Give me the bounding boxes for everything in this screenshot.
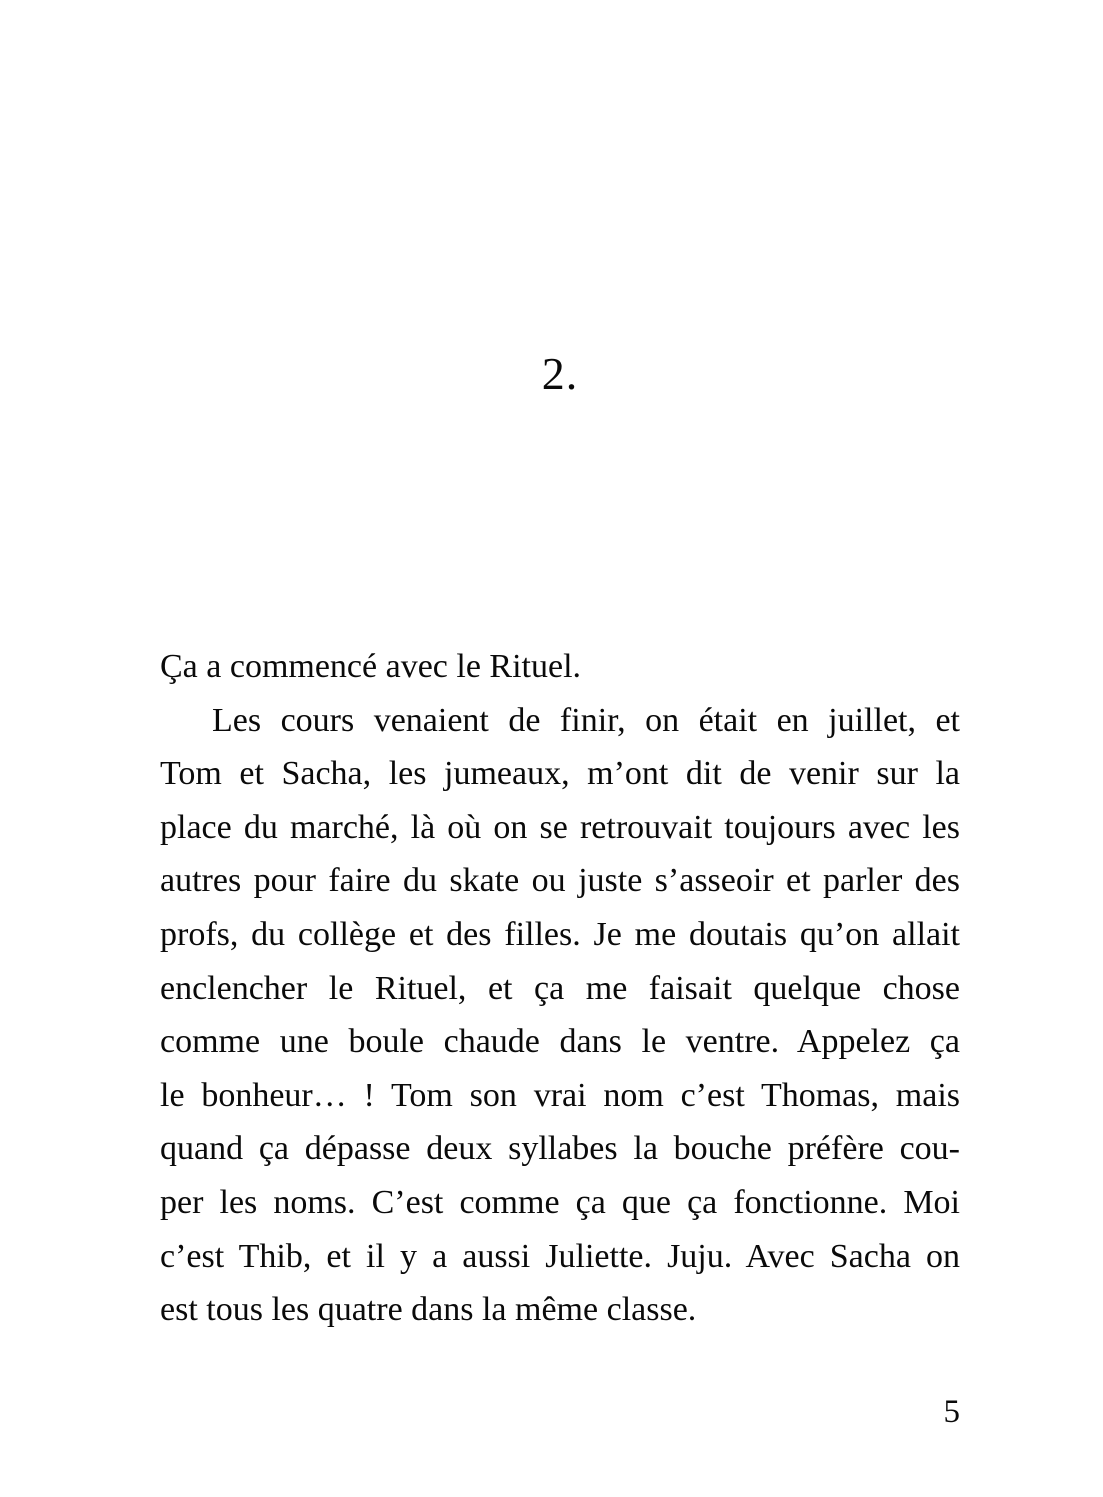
body-text bbox=[160, 640, 960, 1337]
text-line: Les cours venaient de finir, on était en juillet, et bbox=[212, 701, 960, 739]
chapter-number: 2. bbox=[541, 348, 579, 399]
page-number: 5 bbox=[943, 1394, 960, 1430]
text-line: enclencher le Rituel, et ça me faisait quelque chose bbox=[160, 969, 960, 1007]
text-line: c’est Thib, et il y a aussi Juliette. Juju. Avec Sacha on bbox=[160, 1237, 960, 1275]
text-line: profs, du collège et des filles. Je me doutais qu’on allait bbox=[160, 915, 960, 953]
text-line: per les noms. C’est comme ça que ça fonctionne. Moi bbox=[160, 1183, 960, 1221]
text-line: est tous les quatre dans la même classe. bbox=[160, 1291, 697, 1329]
text-line: place du marché, là où on se retrouvait toujours avec les bbox=[160, 808, 960, 846]
text-line: Ça a commencé avec le Rituel. bbox=[160, 648, 582, 685]
text-line: le bonheur… ! Tom son vrai nom c’est Thomas, mais bbox=[160, 1076, 960, 1114]
text-line: quand ça dépasse deux syllabes la bouche préfère cou- bbox=[160, 1130, 960, 1168]
text-line: comme une boule chaude dans le ventre. Appelez ça bbox=[160, 1023, 960, 1061]
text-line: autres pour faire du skate ou juste s’asseoir et parler des bbox=[160, 862, 960, 900]
text-line: Tom et Sacha, les jumeaux, m’ont dit de venir sur la bbox=[160, 755, 960, 793]
